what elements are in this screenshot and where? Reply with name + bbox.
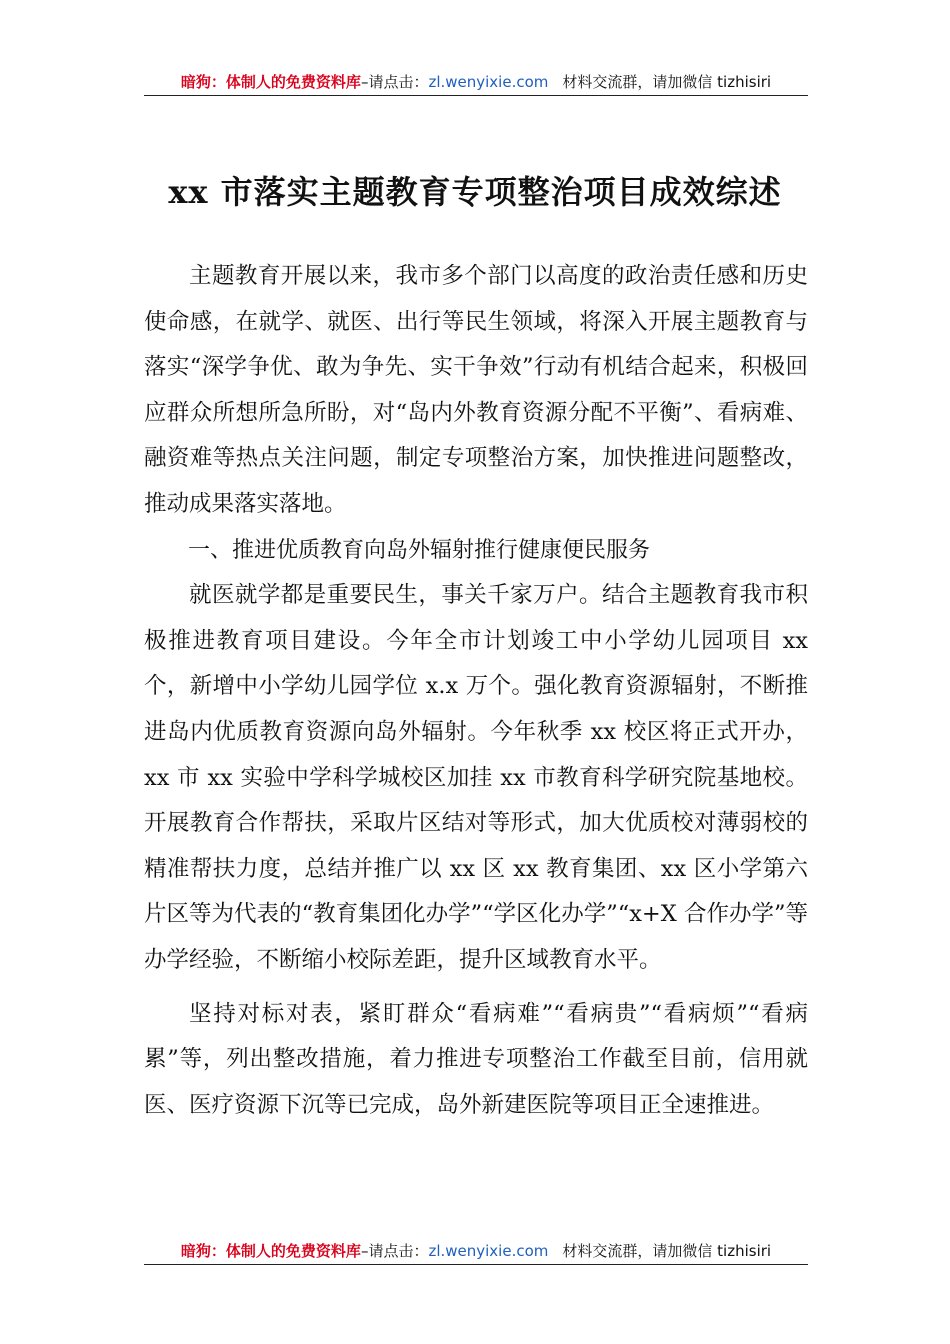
footer-link-prefix: –请点击： [360, 1242, 429, 1260]
footer-brand: 暗狗：体制人的免费资料库 [180, 1242, 361, 1260]
footer-banner [144, 1239, 808, 1263]
footer-divider [144, 1264, 808, 1265]
banner-brand: 暗狗：体制人的免费资料库 [180, 73, 361, 91]
document-body [144, 254, 808, 1128]
header-divider [144, 95, 808, 96]
document-title: xx 市落实主题教育专项整治项目成效综述 [168, 173, 782, 211]
footer-contact: 材料交流群，请加微信 tizhisiri [562, 1242, 772, 1260]
intro-paragraph: 主题教育开展以来，我市多个部门以高度的政治责任感和历史使命感，在就学、就医、出行等民生领域，将深入开展主题教育与落实“深学争优、敢为争先、实干争效”行动有机结合起来，积极回应群众所想所急所盼，对“岛内外教育资源分配不平衡”、看病难、融资难等热点关注问题，制定专项整治方案，加快推进问题整改，推动成果落实落地。 [144, 263, 808, 517]
education-paragraph: 就医就学都是重要民生，事关千家万户。结合主题教育我市积极推进教育项目建设。今年全市计划竣工中小学幼儿园项目 xx 个，新增中小学幼儿园学位 x.x 万个。强化教育资源辐射，不断推进岛内优质教育资源向岛外辐射。今年秋季 xx 校区将正式开办，xx 市 xx 实验中学科学城校区加挂 xx 市教育科学研究院基地校。开展教育合作帮扶，采取片区结对等形式，加大优质校对薄弱校的精准帮扶力度，总结并推广以 xx 区 xx 教育集团、xx 区小学第六片区等为代表的“教育集团化办学”“学区化办学”“x+X 合作办学”等办学经验，不断缩小校际差距，提升区域教育水平。 [144, 582, 808, 973]
banner-url-link[interactable]: zl.wenyixie.com [428, 73, 549, 91]
banner-link-prefix: –请点击： [360, 73, 429, 91]
banner-contact: 材料交流群，请加微信 tizhisiri [562, 73, 772, 91]
section-heading: 一、推进优质教育向岛外辐射推行健康便民服务 [188, 537, 651, 563]
healthcare-paragraph: 坚持对标对表，紧盯群众“看病难”“看病贵”“看病烦”“看病累”等，列出整改措施，着力推进专项整治工作截至目前，信用就医、医疗资源下沉等已完成，岛外新建医院等项目正全速推进。 [144, 1000, 808, 1118]
header-banner [144, 70, 808, 94]
footer-url-link[interactable]: zl.wenyixie.com [428, 1242, 549, 1260]
